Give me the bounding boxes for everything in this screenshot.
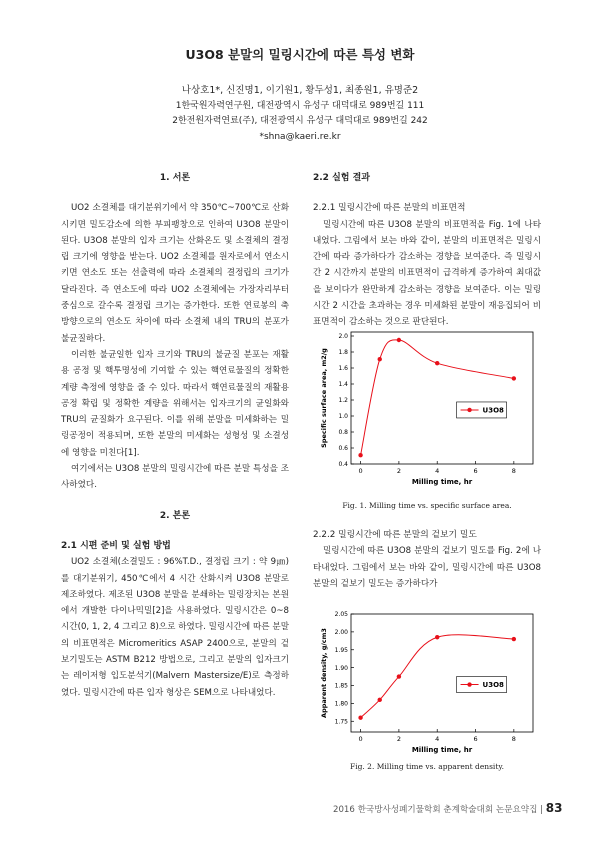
author-list: 나상호1*, 신진명1, 이기원1, 황두성1, 최종원1, 유명준2 bbox=[181, 85, 419, 96]
x-tick-label: 0 bbox=[358, 735, 363, 743]
section-1-heading: 1. 서론 bbox=[159, 173, 191, 183]
y-tick-label: 0.6 bbox=[338, 445, 348, 453]
data-point bbox=[378, 698, 382, 702]
method-paragraph: UO2 소결체(소결밀도 : 96%T.D., 결정립 크기 : 약 9㎛)를 대기분위기, 450℃에서 4 시간 산화시켜 U3O8 분말로 제조하였다. 제조된 U3O8 분말을 분쇄하는 밀링장치는 본원에서 개발한 다이나믹밀[2]을 사용하였다. 밀링시간은 0~8 시간(0, 1, 2, 4 그리고 8)으로 하였다. 밀링시간에 따른 분말의 비표면적은 Micromeritics ASAP 2400으로, 분말의 겉보기밀도는 ASTM B212 방법으로, 그리고 분말의 입자크기는 레이저형 입도분석기(Malvern Mastersize/E)로 측정하였다. 밀링시간에 따른 입자 형상은 SEM으로 나타내었다. bbox=[61, 557, 289, 698]
section-2-2-1-heading: 2.2.1 밀링시간에 따른 분말의 비표면적 bbox=[313, 203, 466, 214]
x-axis-label: Milling time, hr bbox=[411, 478, 473, 486]
section-2-1-heading: 2.1 시편 준비 및 실험 방법 bbox=[61, 540, 171, 551]
y-tick-label: 0.8 bbox=[338, 429, 348, 437]
x-tick-label: 6 bbox=[473, 735, 478, 743]
y-tick-label: 2.05 bbox=[334, 611, 348, 619]
intro-paragraph-1: UO2 소결체를 대기분위기에서 약 350℃~700℃로 산화시키면 밀도감소에 의한 부피팽창으로 인하여 U3O8 분말이 된다. U3O8 분말의 입자 크기는 산화온도 및 소결체의 결정립 크기에 영향을 받는다. UO2 소결체를 원자로에서 연소시키면 연소도 또는 선출력에 따라 소결체의 결정립의 크기가 달라진다. 즉 연소도에 따라 UO2 소결체에는 가장자리부터 중심으로 갈수록 결정립 크기는 증가한다. 또한 연료봉의 축방향으로의 연소도 차이에 따라 소결체 내의 TRU의 분포가 불균질하다. bbox=[61, 203, 289, 344]
data-point bbox=[397, 338, 401, 342]
x-tick-label: 4 bbox=[435, 735, 440, 743]
x-tick-label: 2 bbox=[396, 735, 401, 743]
y-tick-label: 1.8 bbox=[338, 349, 348, 357]
surface-area-paragraph: 밀링시간에 따른 U3O8 분말의 비표면적을 Fig. 1에 나타내었다. 그림에서 보는 바와 같이, 분말의 비표면적은 밀링시간에 따라 증가하다가 감소하는 경향을 보여준다. 즉 밀링시간 2 시간까지 분말의 비표면적이 급격하게 증가하여 최대값을 보이다가 완만하게 감소하는 경향을 보여준다. 이는 밀링시간 2 시간을 초과하는 경우 미세화된 분말이 재응집되어 비표면적이 감소하는 것으로 판단된다. bbox=[313, 219, 541, 328]
x-tick-label: 4 bbox=[435, 467, 440, 475]
x-tick-label: 8 bbox=[511, 467, 516, 475]
footer-text: 2016 한국방사성폐기물학회 춘계학술대회 논문요약집 | bbox=[333, 805, 544, 815]
legend-label: U3O8 bbox=[482, 406, 504, 415]
legend-marker bbox=[467, 682, 471, 686]
data-point bbox=[435, 635, 439, 639]
plot-frame bbox=[351, 614, 533, 732]
y-tick-label: 1.85 bbox=[334, 682, 348, 690]
y-tick-label: 2.00 bbox=[334, 629, 348, 637]
x-tick-label: 6 bbox=[473, 467, 478, 475]
section-2-2-heading: 2.2 실험 결과 bbox=[313, 173, 370, 183]
page-number: 83 bbox=[545, 801, 563, 815]
y-tick-label: 2.0 bbox=[338, 333, 348, 341]
affiliation-2: 2한전원자력연료(주), 대전광역시 유성구 대덕대로 989번길 242 bbox=[172, 116, 428, 126]
y-tick-label: 1.90 bbox=[334, 664, 348, 672]
section-2-heading: 2. 본론 bbox=[159, 510, 191, 521]
data-point bbox=[512, 376, 516, 380]
right-column-bottom bbox=[313, 527, 541, 592]
x-axis-label: Milling time, hr bbox=[411, 746, 473, 754]
right-column-top bbox=[313, 170, 541, 331]
intro-paragraph-3: 여기에서는 U3O8 분말의 밀링시간에 따른 분말 특성을 조사하였다. bbox=[61, 464, 289, 491]
legend-marker bbox=[467, 408, 471, 412]
data-point bbox=[512, 637, 516, 641]
figure-1-caption: Fig. 1. Milling time vs. specific surface area. bbox=[342, 501, 512, 510]
y-tick-label: 1.95 bbox=[334, 646, 348, 654]
data-point bbox=[397, 674, 401, 678]
series-line bbox=[361, 340, 514, 455]
density-paragraph: 밀링시간에 따른 U3O8 분말의 겉보기 밀도를 Fig. 2에 나타내었다. 그림에서 보는 바와 같이, 밀링시간에 따른 U3O8 분말의 겉보기 밀도는 증가하다가 bbox=[313, 546, 541, 589]
left-column bbox=[61, 170, 289, 701]
y-axis-label: Apparent density, g/cm3 bbox=[320, 628, 328, 718]
x-tick-label: 2 bbox=[396, 467, 401, 475]
data-point bbox=[358, 715, 362, 719]
y-axis-label: Specific surface area, m2/g bbox=[320, 348, 328, 448]
data-point bbox=[358, 453, 362, 457]
y-tick-label: 1.2 bbox=[338, 397, 348, 405]
legend-label: U3O8 bbox=[482, 681, 504, 690]
figure-2-chart bbox=[313, 606, 541, 756]
contact-email: *shna@kaeri.re.kr bbox=[259, 132, 341, 142]
data-point bbox=[435, 361, 439, 365]
y-tick-label: 1.4 bbox=[338, 381, 348, 389]
plot-frame bbox=[351, 332, 533, 464]
x-tick-label: 8 bbox=[511, 735, 516, 743]
y-tick-label: 0.4 bbox=[338, 461, 348, 469]
data-point bbox=[378, 357, 382, 361]
figure-1-chart bbox=[313, 322, 541, 492]
y-tick-label: 1.6 bbox=[338, 365, 348, 373]
figure-2-caption: Fig. 2. Milling time vs. apparent density. bbox=[350, 762, 504, 771]
x-tick-label: 0 bbox=[358, 467, 363, 475]
intro-paragraph-2: 이러한 불균일한 입자 크기와 TRU의 불균질 분포는 재활용 공정 및 핵투명성에 기여할 수 있는 핵연료물질의 정확한 계량 측정에 영향을 줄 수 있다. 따라서 핵연료물질의 재활용 공정 확립 및 정확한 계량을 위해서는 입자크기의 균일화와 TRU의 균질화가 요구된다. 이를 위해 분말을 미세화하는 밀링공정이 적용되며, 또한 분말의 미세화는 성형성 및 소결성에 영향을 미친다[1]. bbox=[61, 349, 289, 458]
y-tick-label: 1.75 bbox=[334, 718, 348, 726]
y-tick-label: 1.80 bbox=[334, 700, 348, 708]
affiliation-1: 1한국원자력연구원, 대전광역시 유성구 대덕대로 989번길 111 bbox=[175, 101, 425, 111]
section-2-2-2-heading: 2.2.2 밀링시간에 따른 분말의 겉보기 밀도 bbox=[313, 530, 477, 540]
page-footer bbox=[333, 801, 562, 815]
paper-title: U3O8 분말의 밀링시간에 따른 특성 변화 bbox=[185, 47, 415, 62]
y-tick-label: 1.0 bbox=[338, 413, 348, 421]
